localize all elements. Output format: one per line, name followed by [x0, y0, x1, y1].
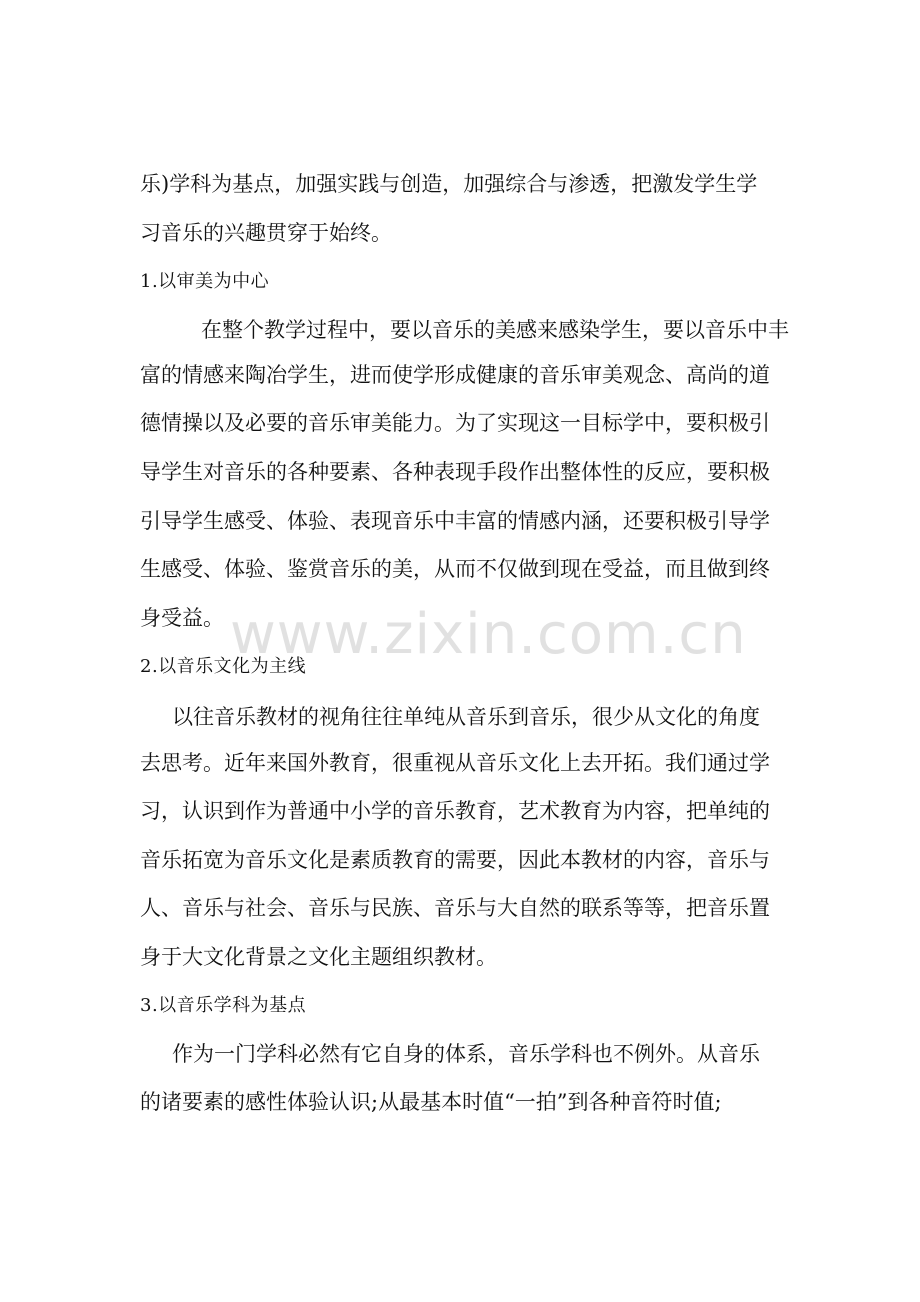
paragraph-line: 身于大文化背景之文化主题组织教材。 — [140, 945, 497, 969]
section-heading: 3.以音乐学科为基点 — [140, 995, 307, 1016]
section-heading: 2.以音乐文化为主线 — [140, 656, 307, 677]
paragraph-line: 习音乐的兴趣贯穿于始终。 — [140, 221, 392, 245]
paragraph-line: 的诸要素的感性体验认识;从最基本时值“一拍”到各种音符时值; — [140, 1090, 722, 1114]
watermark-text: www.zixin.com.cn — [230, 602, 747, 667]
paragraph-line: 在整个教学过程中，要以音乐的美感来感染学生，要以音乐中丰 — [180, 318, 789, 342]
paragraph-line: 作为一门学科必然有它自身的体系，音乐学科也不例外。从音乐 — [172, 1042, 760, 1066]
paragraph-line: 音乐拓宽为音乐文化是素质教育的需要，因此本教材的内容，音乐与 — [140, 848, 770, 872]
paragraph-line: 去思考。近年来国外教育，很重视从音乐文化上去开拓。我们通过学 — [140, 751, 770, 775]
paragraph-line: 导学生对音乐的各种要素、各种表现手段作出整体性的反应，要积极 — [140, 460, 770, 484]
paragraph-line: 富的情感来陶冶学生，进而使学形成健康的音乐审美观念、高尚的道 — [140, 363, 770, 387]
paragraph-line: 引导学生感受、体验、表现音乐中丰富的情感内涵，还要积极引导学 — [140, 509, 770, 533]
paragraph-line: 习，认识到作为普通中小学的音乐教育，艺术教育为内容，把单纯的 — [140, 799, 770, 823]
paragraph-line: 乐)学科为基点，加强实践与创造，加强综合与渗透，把激发学生学 — [140, 172, 758, 196]
paragraph-line: 身受益。 — [140, 606, 224, 630]
paragraph-line: 生感受、体验、鉴赏音乐的美，从而不仅做到现在受益，而且做到终 — [140, 557, 770, 581]
section-heading: 1.以审美为中心 — [140, 271, 270, 292]
paragraph-line: 以往音乐教材的视角往往单纯从音乐到音乐，很少从文化的角度 — [172, 705, 760, 729]
paragraph-line: 德情操以及必要的音乐审美能力。为了实现这一目标学中，要积极引 — [140, 411, 770, 435]
paragraph-line: 人、音乐与社会、音乐与民族、音乐与大自然的联系等等，把音乐置 — [140, 896, 770, 920]
